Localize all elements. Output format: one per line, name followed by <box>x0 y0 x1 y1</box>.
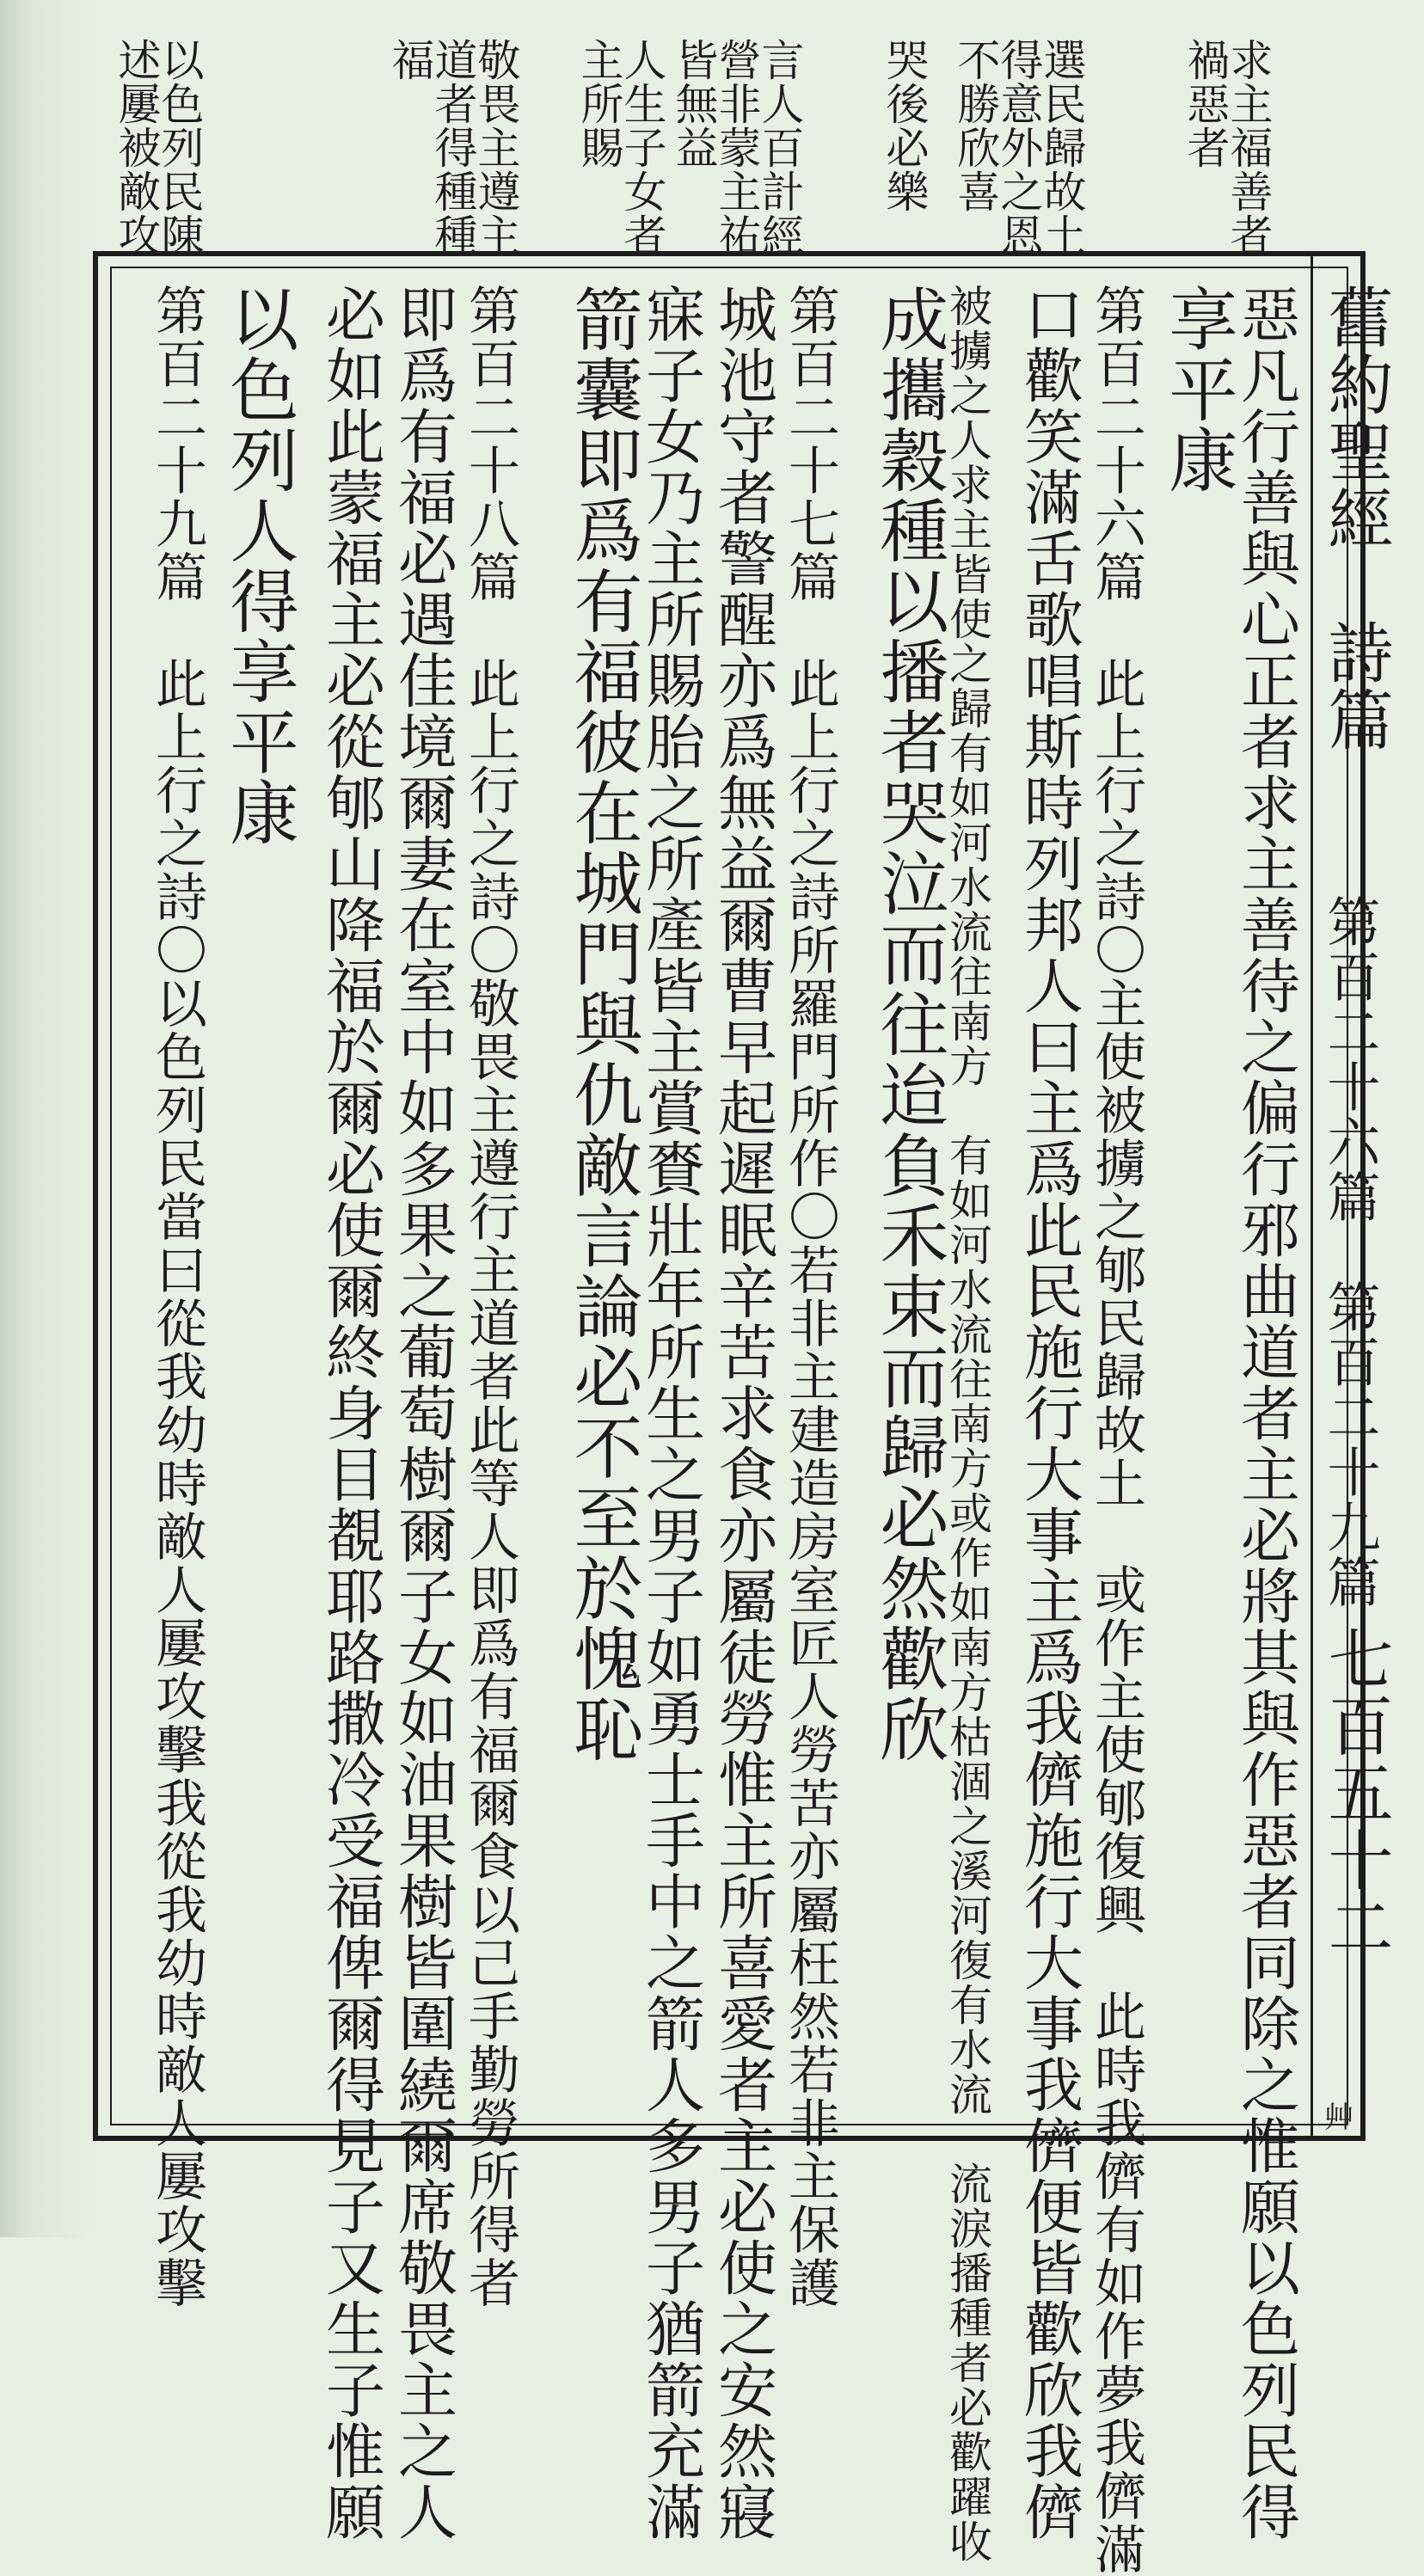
text-column: 享平康 <box>1157 284 1237 495</box>
header-book-title: 舊約聖經 <box>1317 284 1394 552</box>
margin-note: 主所賜 <box>574 38 624 169</box>
margin-note: 哭後必樂 <box>879 38 930 213</box>
margin-note: 以色列民陳 <box>154 38 205 257</box>
margin-note: 敬畏主遵主 <box>470 38 521 257</box>
margin-note: 不勝欣喜 <box>950 38 1001 213</box>
ornament: 艸 <box>1324 2101 1353 2135</box>
text-column: 寐子女乃主所賜胎之所產皆主賞賚壯年所生之男子如勇士手中之箭人多男子猶箭充滿 <box>635 284 704 2542</box>
margin-note: 禍惡者 <box>1180 38 1231 169</box>
margin-note: 營非蒙主祐 <box>711 38 762 257</box>
text-column: 口歡笑滿舌歌唱斯時列邦人曰主爲此民施行大事主爲我儕施行大事我儕便皆歡欣我儕 <box>1014 284 1083 2542</box>
margin-note: 言人百計經 <box>754 38 805 257</box>
header-rule <box>1310 251 1313 2141</box>
text-column: 城池守者警醒亦爲無益爾曹早起遲眠辛苦求食亦屬徒勞惟主所喜愛者主必使之安然寢 <box>708 284 776 2542</box>
text-column: 第百二十七篇 此上行之詩所羅門所作〇若非主建造房室匠人勞苦亦屬枉然若非主保護 <box>780 284 840 2309</box>
margin-note: 求主福善者 <box>1223 38 1274 257</box>
margin-note: 選民歸故土 <box>1036 38 1087 257</box>
margin-note: 福 <box>384 38 435 82</box>
margin-note: 得意外之恩 <box>993 38 1044 257</box>
text-column: 必如此蒙福主必從郇山降福於爾必使爾終身目覩耶路撒冷受福俾爾得見子又生子惟願 <box>316 284 384 2542</box>
text-column: 第百二十六篇 此上行之詩〇主使被擄之郇民歸故土 或作主使郇復興 此時我儕有如作夢我儕滿 <box>1086 284 1146 2576</box>
text-column: 成攜穀種以播者哭泣而往迨負禾束而歸必然歡欣 <box>869 284 948 1764</box>
header-page-number: 七百五十二 <box>1317 1625 1394 1960</box>
header-section: 詩篇 <box>1317 619 1394 753</box>
text-column: 被擄之人求主皆使之歸有如河水流往南方 有如河水流往南方或作如南方枯涸之溪河復有水流 流淚播種者必歡躍收 <box>942 284 992 2564</box>
margin-note: 皆無益 <box>668 38 719 169</box>
text-column: 第百二十九篇 此上行之詩〇以色列民當曰從我幼時敵人屢攻擊我從我幼時敵人屢攻擊 <box>147 284 207 2309</box>
text-column: 惡凡行善與心正者求主善待之偏行邪曲道者主必將其與作惡者同除之惟願以色列民得 <box>1231 284 1299 2542</box>
text-column: 第百二十八篇 此上行之詩〇敬畏主遵行主道者此等人即爲有福爾食以己手勤勞所得者 <box>460 284 520 2309</box>
text-column: 以色列人得享平康 <box>218 284 298 848</box>
header-chapters: 第百二十六篇 第百二十九篇 <box>1318 894 1381 1610</box>
margin-note: 人生子女者 <box>617 38 667 257</box>
margin-note: 道者得種種 <box>427 38 478 257</box>
margin-note: 述屢被敵攻 <box>111 38 162 257</box>
text-column: 即爲有福必遇佳境爾妻在室中如多果之葡萄樹爾子女如油果樹皆圍繞爾席敬畏主之人 <box>388 284 457 2542</box>
text-column: 箭囊即爲有福彼在城門與仇敵言論必不至於愧恥 <box>562 284 642 1764</box>
